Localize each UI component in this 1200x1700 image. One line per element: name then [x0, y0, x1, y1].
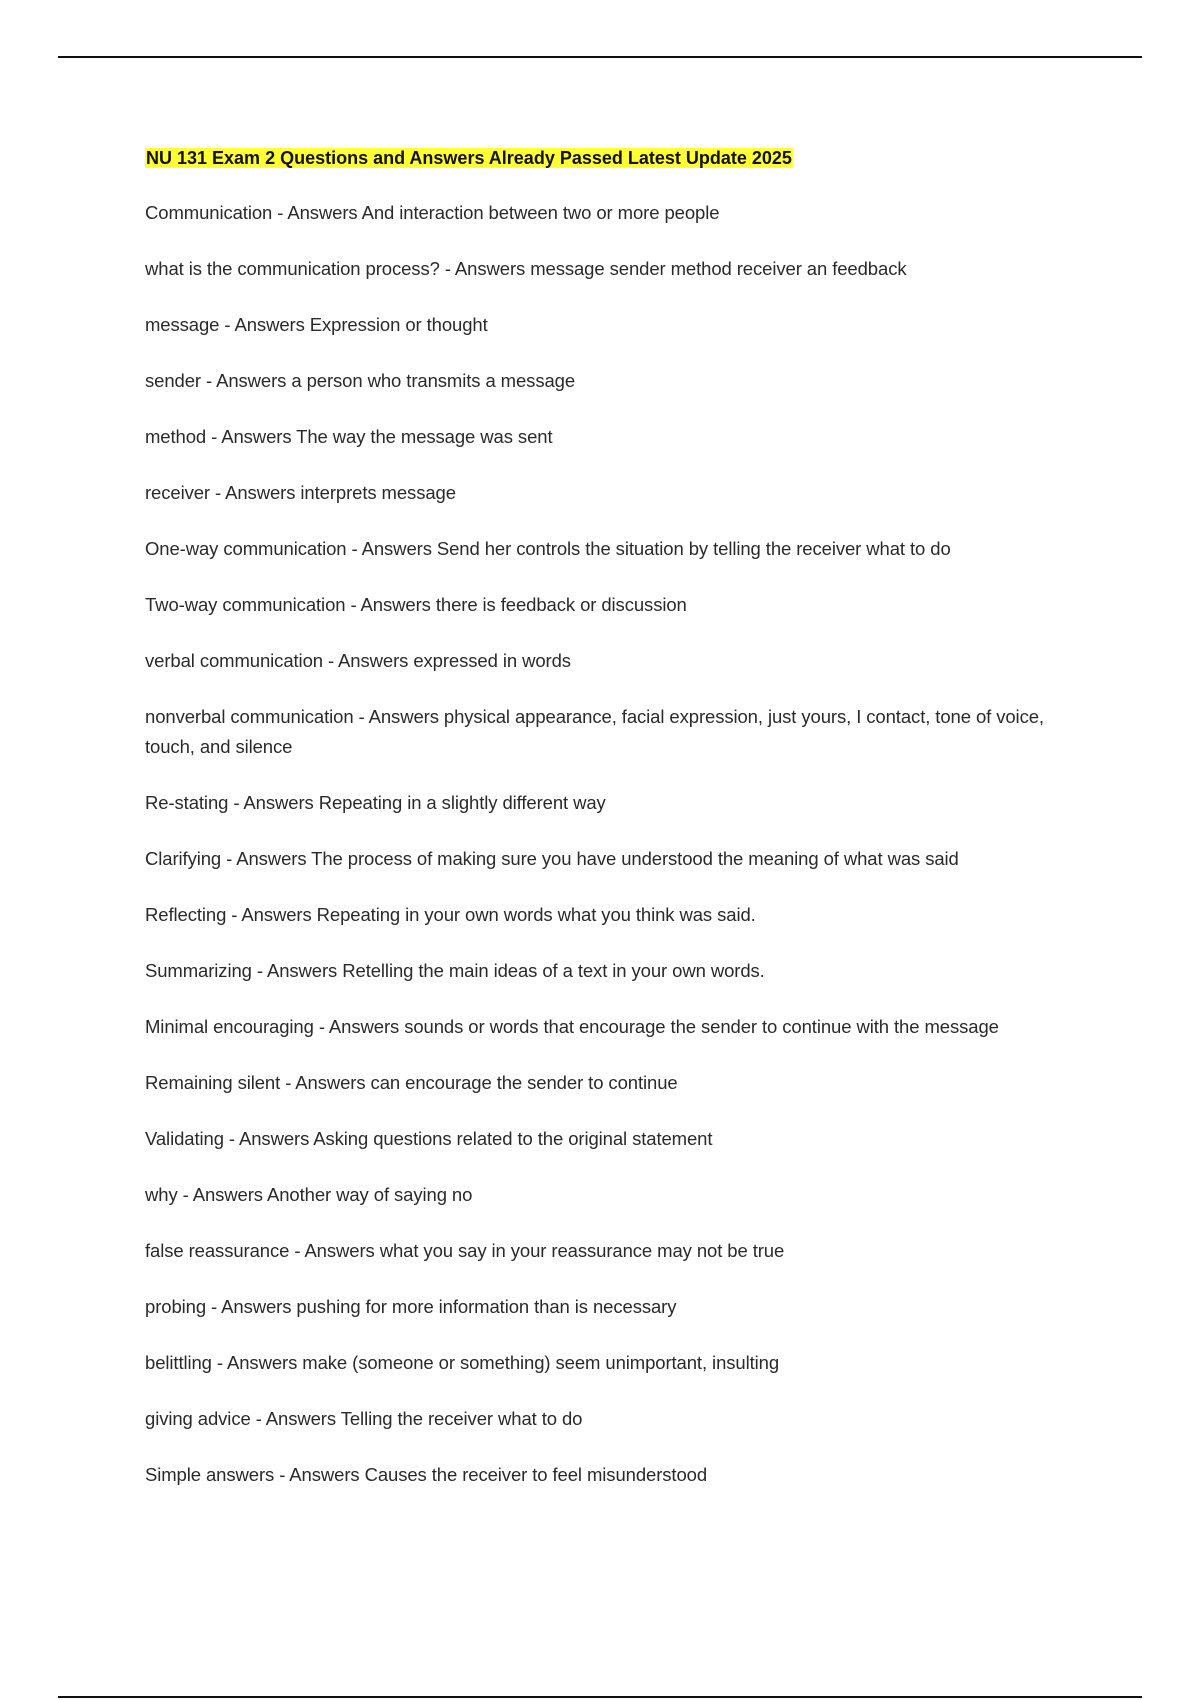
qa-item-giving-advice: giving advice - Answers Telling the receiver what to do [145, 1408, 583, 1429]
qa-item-one-way: One-way communication - Answers Send her controls the situation by telling the receiver what to do [145, 538, 951, 559]
qa-item-sender: sender - Answers a person who transmits a message [145, 370, 576, 391]
qa-item-message: message - Answers Expression or thought [145, 314, 488, 335]
qa-item-simple-answers: Simple answers - Answers Causes the receiver to feel misunderstood [145, 1464, 708, 1485]
qa-item-nonverbal: nonverbal communication - Answers physical appearance, facial expression, just yours, I contact, tone of voice, touch, and silence [145, 706, 1044, 757]
qa-item-probing: probing - Answers pushing for more information than is necessary [145, 1296, 677, 1317]
qa-item-receiver: receiver - Answers interprets message [145, 482, 456, 503]
document-title-highlight: NU 131 Exam 2 Questions and Answers Already Passed Latest Update 2025 [146, 148, 792, 168]
qa-item-false-reassurance: false reassurance - Answers what you say in your reassurance may not be true [145, 1240, 785, 1261]
qa-item-minimal-encouraging: Minimal encouraging - Answers sounds or words that encourage the sender to continue with the message [145, 1016, 999, 1037]
qa-item-restating: Re-stating - Answers Repeating in a slightly different way [145, 792, 606, 813]
bottom-rule [58, 1696, 1142, 1698]
top-rule [58, 56, 1142, 58]
qa-item-belittling: belittling - Answers make (someone or something) seem unimportant, insulting [145, 1352, 780, 1373]
document-body [145, 146, 1085, 1516]
qa-item-why: why - Answers Another way of saying no [145, 1184, 473, 1205]
qa-item-clarifying: Clarifying - Answers The process of making sure you have understood the meaning of what was said [145, 848, 959, 869]
qa-item-validating: Validating - Answers Asking questions related to the original statement [145, 1128, 713, 1149]
qa-item-communication-process: what is the communication process? - Answers message sender method receiver an feedback [145, 258, 907, 279]
qa-item-communication: Communication - Answers And interaction between two or more people [145, 202, 720, 223]
qa-item-verbal: verbal communication - Answers expressed in words [145, 650, 571, 671]
document-title [145, 146, 1085, 170]
qa-item-reflecting: Reflecting - Answers Repeating in your own words what you think was said. [145, 904, 756, 925]
qa-item-method: method - Answers The way the message was sent [145, 426, 553, 447]
qa-item-summarizing: Summarizing - Answers Retelling the main ideas of a text in your own words. [145, 960, 765, 981]
qa-item-remaining-silent: Remaining silent - Answers can encourage the sender to continue [145, 1072, 678, 1093]
qa-item-two-way: Two-way communication - Answers there is feedback or discussion [145, 594, 687, 615]
